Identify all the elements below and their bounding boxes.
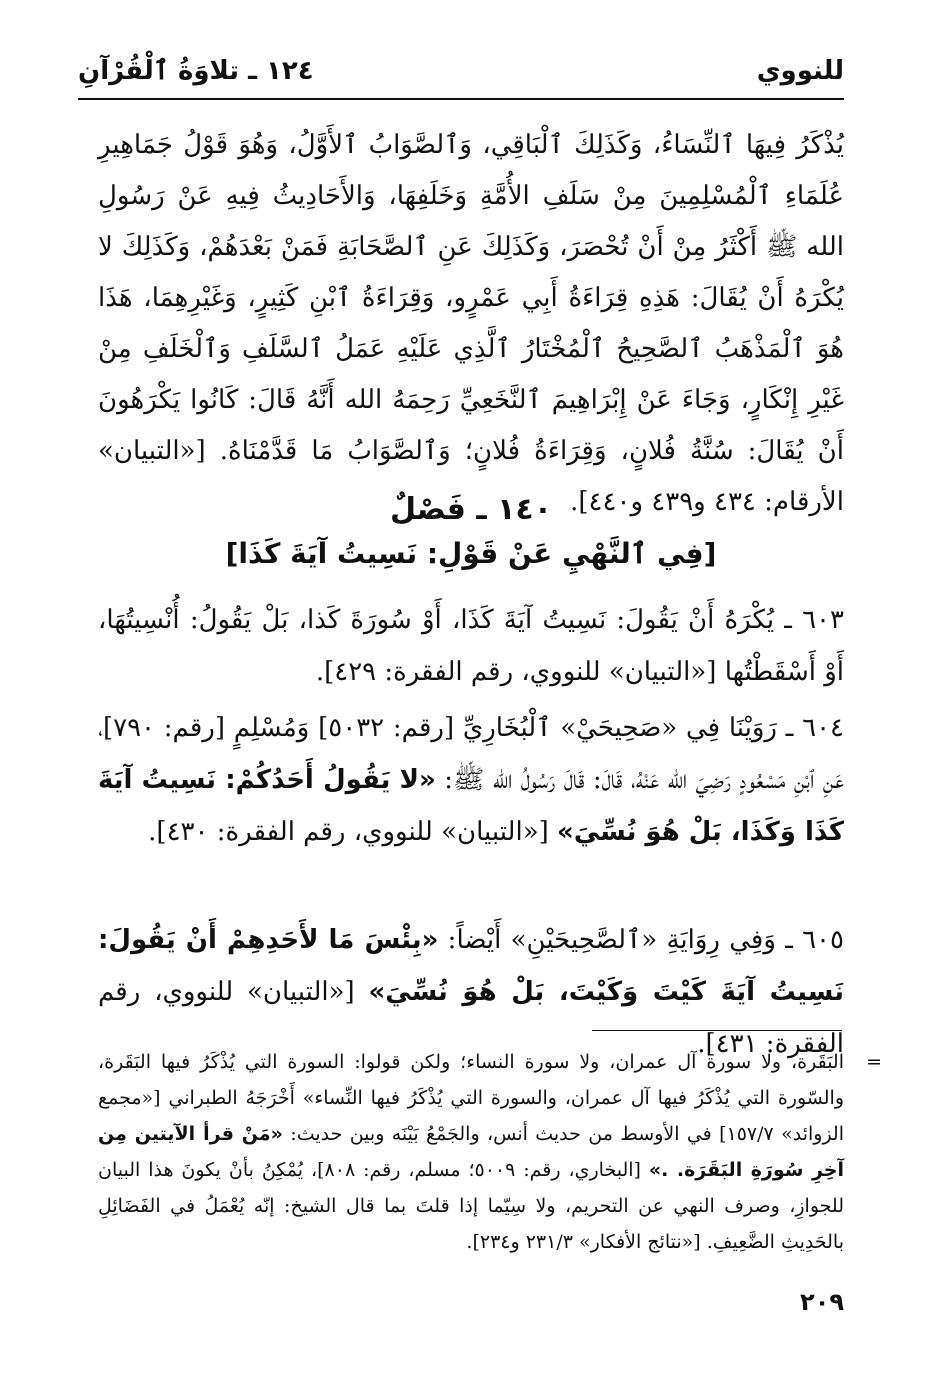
paragraph-604-hadith: «لا يَقُولُ أَحَدُكُمْ: نَسِيتُ آيَةَ كَذَا وَكَذَا، بَلْ هُوَ نُسِّيَ» <box>98 765 844 847</box>
paragraph-604-intro: ٦٠٤ ـ رَوَيْنَا فِي «صَحِيحَيْ» ٱلْبُخَارِيِّ [رقم: ٥٠٣٢] وَمُسْلِمٍ [رقم: ٧٩٠]، عَنِ ٱبْنِ مَسْعُودٍ رَضِيَ الله عَنْهُ، قَالَ: قَالَ رَسُولُ الله ﷺ: <box>98 713 845 795</box>
page-number: ٢٠٩ <box>800 1288 844 1316</box>
footnote-hadith: «مَنْ قرأ الآيتين مِن آخِرِ سُورَةِ البَقَرَة. .» <box>98 1123 844 1181</box>
paragraph-604-citation: [«التبيان» للنووي، رقم الفقرة: ٤٣٠]. <box>148 817 558 847</box>
header-title: ١٢٤ ـ تلاوَةُ ٱلْقُرْآنِ <box>78 56 314 86</box>
header-author: للنووي <box>756 56 844 86</box>
paragraph-605-intro: ٦٠٥ ـ وَفِي رِوَايَةِ «ٱلصَّحِيحَيْنِ» أَيْضاً: <box>438 925 844 955</box>
footnote-text-end: [البخاري، رقم: ٥٠٠٩؛ مسلم، رقم: ٨٠٨]، يُمْكِنُ بأنْ يكونَ هذا البيان للجوازِ، وصرف النهي عن التحريم، ولا سِيّما إذا قلتَ بما قال الشيخ: إنّه يُعْمَلُ في الفَضَائِلِ بالحَدِيثِ الضَّعِيفِ. [«نتائج الأفكار» ٢٣١/٣ و٢٣٤]. <box>98 1159 844 1253</box>
footnote-continuation-mark: = <box>866 1051 882 1073</box>
section-subtitle: [فِي ٱلنَّهْيِ عَنْ قَوْلِ: نَسِيتُ آيَةَ كَذَا] <box>225 537 717 570</box>
footnote <box>98 1044 882 1260</box>
page-header <box>78 52 844 100</box>
footnote-text-start: البَقَرة، ولا سورة آل عمران، ولا سورة النساء؛ ولكن قولوا: السورة التي يُذْكَرُ فيها البَقَرة، والسّورة التي يُذْكَرُ فيها آل عمران، والسورة التي يُذْكَرُ فيها النِّساء» أَخْرَجَهُ الطبراني [«مجمع الزوائد» ١٥٧/٧] في الأوسط من حديث أنس، والجَمْعُ بَيْنَه وبين حديث: <box>98 1051 844 1145</box>
footnote-separator <box>592 1030 842 1031</box>
body-paragraph: يُذْكَرُ فِيهَا ٱلنِّسَاءُ، وَكَذَلِكَ ٱلْبَاقِي، وَٱلصَّوَابُ ٱلأَوَّلُ، وَهُوَ قَوْلُ جَمَاهِيرِ عُلَمَاءِ ٱلْمُسْلِمِينَ مِنْ سَلَفِ الأُمَّةِ وَخَلَفِهَا، وَالأَحَادِيثُ فِيهِ عَنْ رَسُولِ الله ﷺ أَكْثَرُ مِنْ أَنْ تُحْصَرَ، وَكَذَلِكَ عَنِ ٱلصَّحَابَةِ فَمَنْ بَعْدَهُمْ، وَكَذَلِكَ لا يُكْرَهُ أَنْ يُقَالَ: هَذِهِ قِرَاءَةُ أَبِي عَمْرٍو، وَقِرَاءَةُ ٱبْنِ كَثِيرٍ، وَغَيْرِهِمَا، هَذَا هُوَ ٱلْمَذْهَبُ ٱلصَّحِيحُ ٱلْمُخْتَارُ ٱلَّذِي عَلَيْهِ عَمَلُ ٱلسَّلَفِ وَٱلْخَلَفِ مِنْ غَيْرِ إِنْكَارٍ، وَجَاءَ عَنْ إِبْرَاهِيمَ ٱلنَّخَعِيِّ رَحِمَهُ الله أَنَّهُ قَالَ: كَانُوا يَكْرَهُونَ أَنْ يُقَالَ: سُنَّةُ فُلانٍ، وَقِرَاءَةُ فُلانٍ؛ وَٱلصَّوَابُ مَا قَدَّمْنَاهُ. [«التبيان» الأرقام: ٤٣٤ و٤٣٩ و٤٤٠]. <box>98 130 844 517</box>
paragraph-605-citation: [«التبيان» للنووي، رقم الفقرة: ٤٣١]. <box>98 977 844 1059</box>
paragraph-604 <box>98 702 844 858</box>
section-heading <box>98 488 844 576</box>
paragraph-605-hadith: «بِئْسَ مَا لأَحَدِهِمْ أَنْ يَقُولَ: نَسِيتُ آيَةَ كَيْتَ وَكَيْتَ، بَلْ هُوَ نُسِّيَ» <box>98 925 844 1007</box>
section-number: ١٤٠ ـ فَصْلٌ <box>389 492 553 527</box>
paragraph-603: ٦٠٣ ـ يُكْرَهُ أَنْ يَقُولَ: نَسِيتُ آيَةَ كَذَا، أَوْ سُورَةَ كَذا، بَلْ يَقُولُ: أُنْسِيتُهَا، أَوْ أَسْقَطْتُها [«التبيان» للنووي، رقم الفقرة: ٤٢٩]. <box>98 605 844 687</box>
